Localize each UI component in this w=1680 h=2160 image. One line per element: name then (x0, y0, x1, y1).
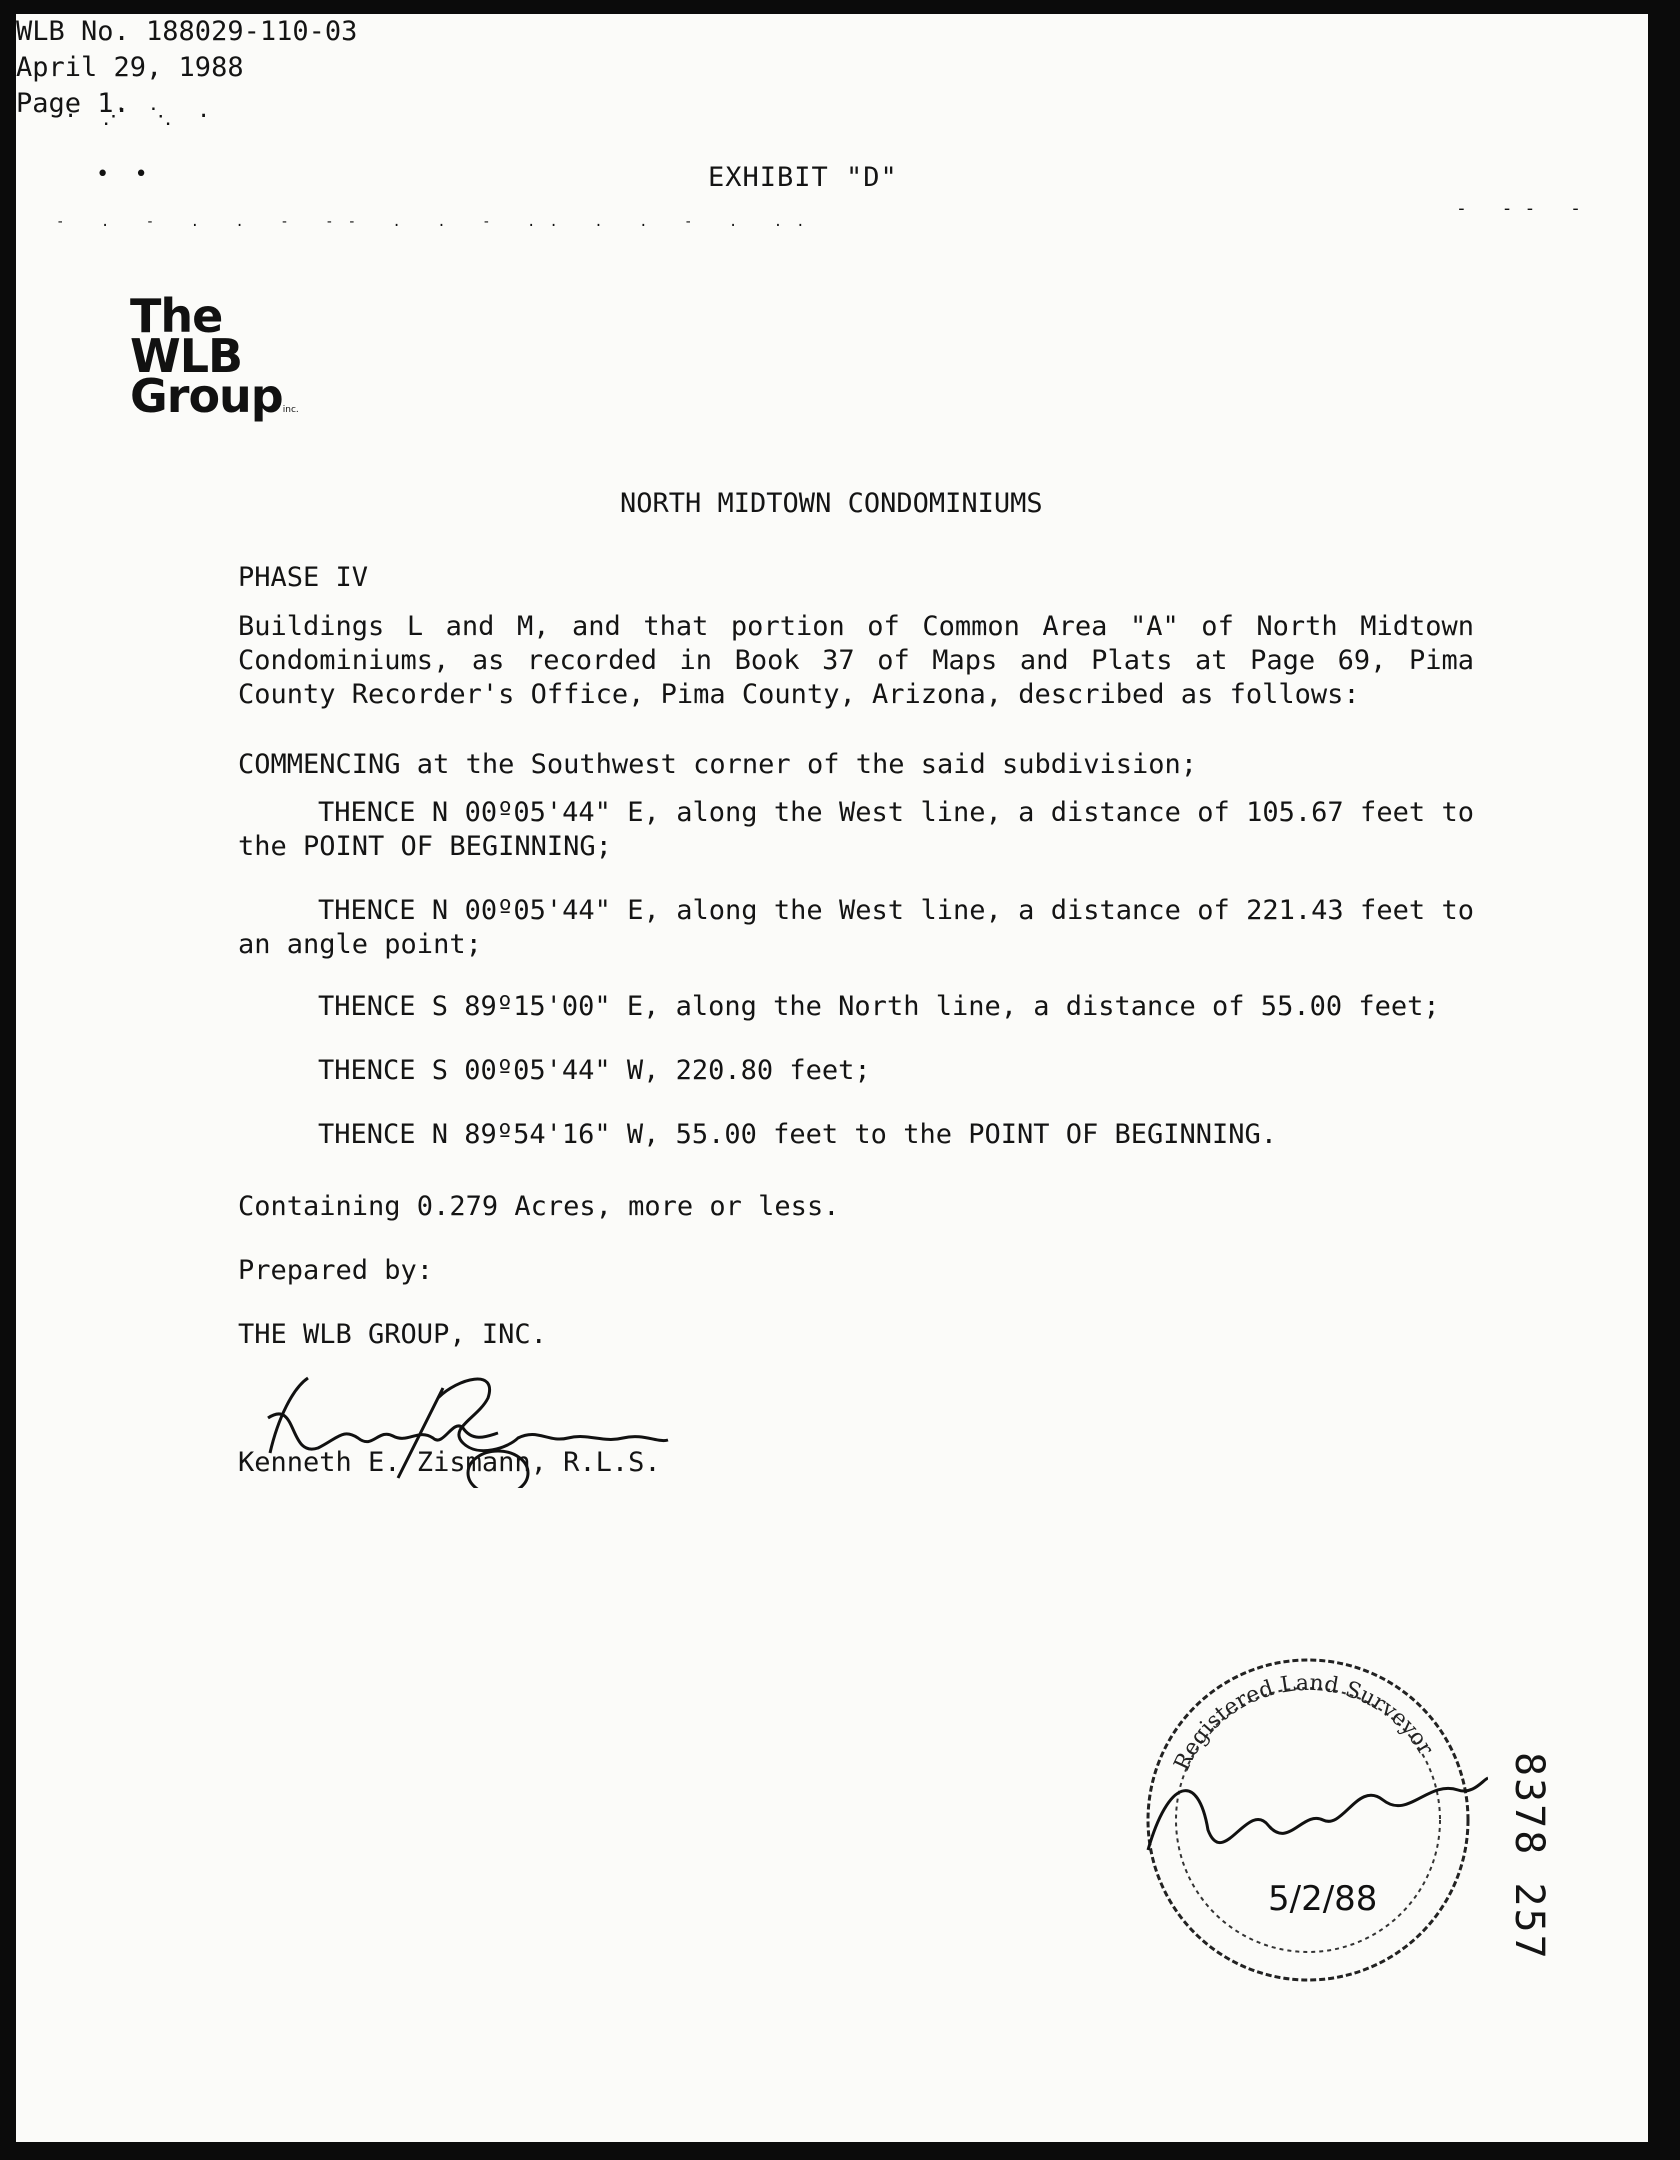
thence-paragraph-1: THENCE N 00º05'44" E, along the West line, a distance of 105.67 feet to the POINT OF BEGINNING; (238, 797, 1474, 862)
reference-block (16, 14, 1648, 122)
scan-speckle: - -- - (1456, 198, 1594, 219)
thence-paragraph-3: THENCE S 89º15'00" E, along the North line, a distance of 55.00 feet; (318, 991, 1440, 1022)
scan-speckle: • • (96, 162, 154, 187)
scan-speckle: - . - . . - -- . . - .. . . - . .. (56, 214, 819, 230)
document-title: NORTH MIDTOWN CONDOMINIUMS (620, 488, 1043, 519)
scan-speckle: ⋅ ⋰ ⋱ ⋅ (64, 104, 217, 129)
containing-paragraph: Containing 0.279 Acres, more or less. (238, 1191, 840, 1222)
company-name: THE WLB GROUP, INC. (238, 1319, 547, 1350)
exhibit-label: EXHIBIT "D" (708, 162, 898, 193)
margin-record-numbers: 8378 257 (1506, 1752, 1552, 1961)
surveyor-seal (1128, 1650, 1488, 1990)
seal-date: 5/2/88 (1268, 1879, 1378, 1919)
document-date: April 29, 1988 (16, 52, 244, 83)
thence-paragraph-4: THENCE S 00º05'44" W, 220.80 feet; (318, 1055, 871, 1086)
signer-name: Kenneth E. Zismann, R.L.S. (238, 1447, 661, 1478)
svg-text:Registered Land Surveyor: Registered Land Surveyor (1169, 1670, 1438, 1775)
prepared-by-label: Prepared by: (238, 1255, 434, 1286)
commencing-paragraph: COMMENCING at the Southwest corner of the said subdivision; (238, 749, 1198, 780)
intro-paragraph: Buildings L and M, and that portion of Common Area "A" of North Midtown Condominiums, as recorded in Book 37 of Maps and Plats at Page 69, Pima County Recorder's Office, Pima County, Arizona, described as follows: (238, 611, 1474, 710)
wlb-number: WLB No. 188029-110-03 (16, 16, 358, 47)
document-page (16, 14, 1648, 2142)
page-number: Page 1. (16, 88, 130, 119)
wlb-group-logo: The WLB Groupinc. (130, 289, 299, 423)
thence-paragraph-5: THENCE N 89º54'16" W, 55.00 feet to the POINT OF BEGINNING. (318, 1119, 1278, 1150)
phase-heading: PHASE IV (238, 562, 369, 593)
thence-paragraph-2: THENCE N 00º05'44" E, along the West line, a distance of 221.43 feet to an angle point; (238, 895, 1474, 960)
